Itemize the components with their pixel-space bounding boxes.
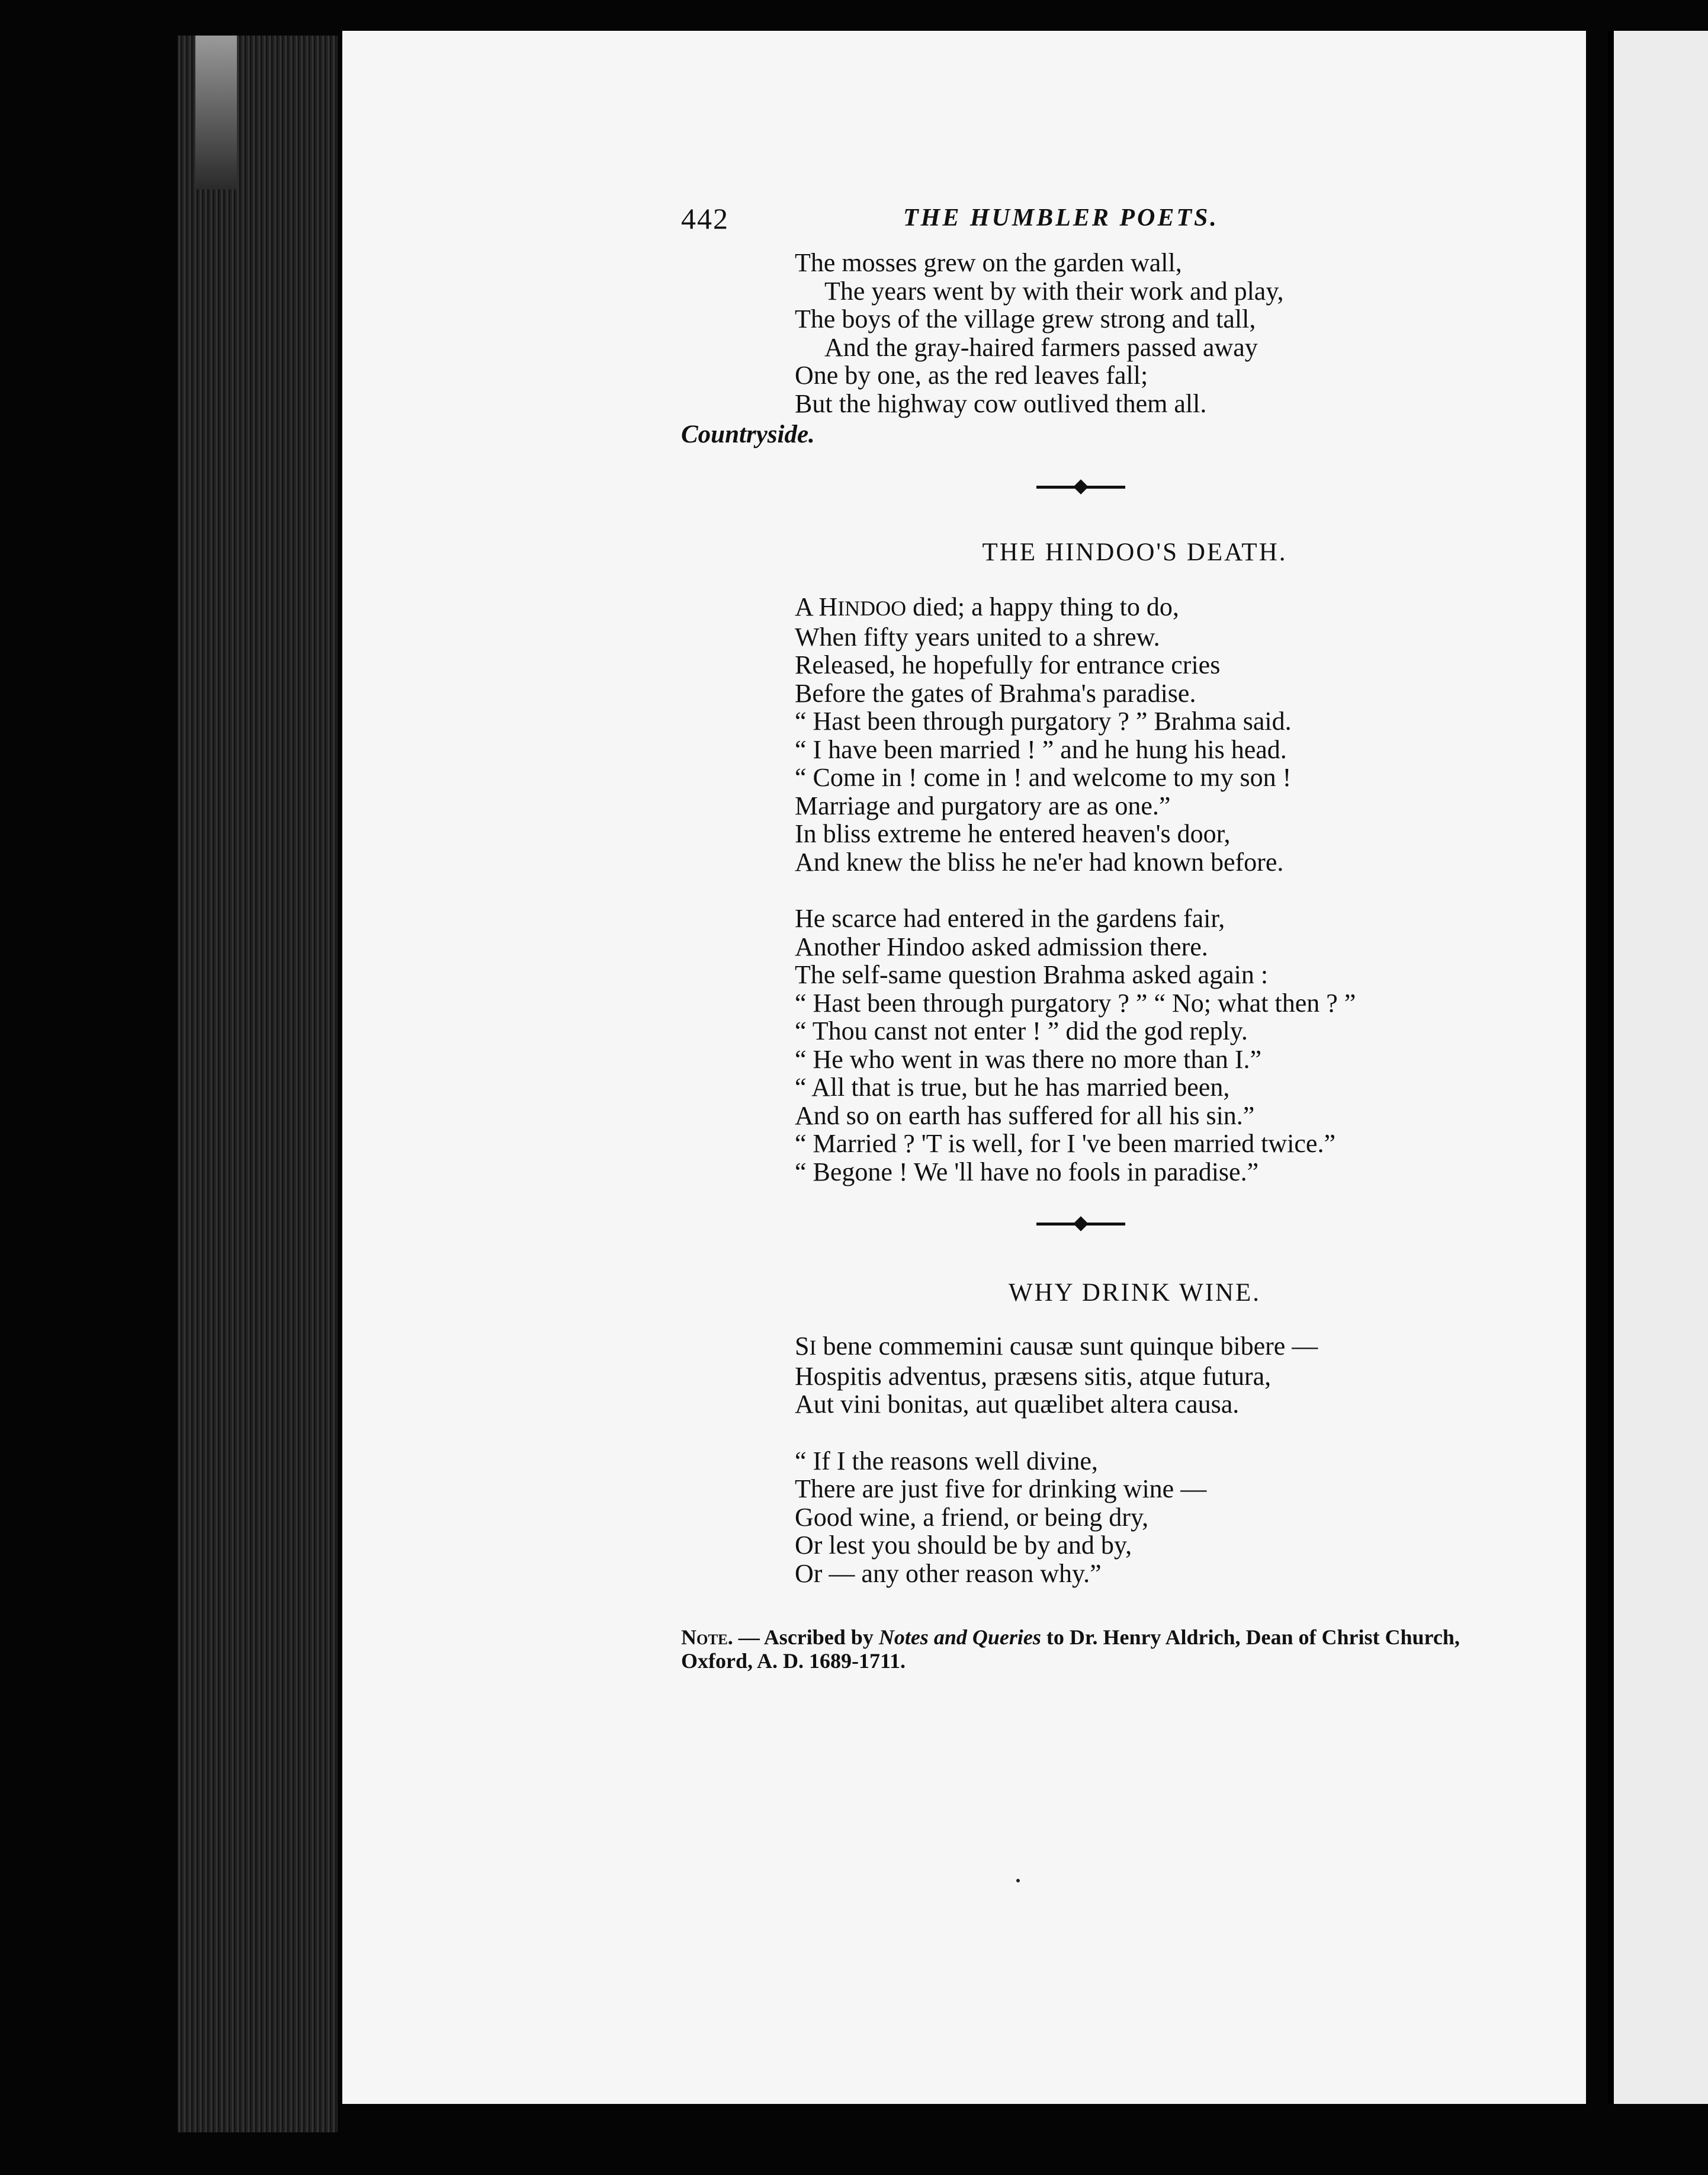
english-line: Good wine, a friend, or being dry, xyxy=(795,1502,1149,1532)
poem-line: And knew the bliss he ne'er had known before. xyxy=(795,847,1284,877)
drop-word-initial: A H xyxy=(795,592,838,621)
latin-initial: S xyxy=(795,1332,810,1361)
poem-line: The mosses grew on the garden wall, xyxy=(795,248,1182,277)
latin-first-line xyxy=(795,1332,1487,1362)
note-source-title: Notes and Queries xyxy=(878,1625,1041,1649)
latin-line: Aut vini bonitas, aut quælibet altera causa. xyxy=(795,1390,1240,1419)
note-rest: to Dr. Henry Aldrich, Dean of Christ Church, Oxford, A. D. 1689-1711. xyxy=(681,1625,1460,1673)
poem-line: The self-same question Brahma asked again : xyxy=(795,960,1269,989)
poem-line: Before the gates of Brahma's paradise. xyxy=(795,678,1196,708)
stanza-gap xyxy=(795,1419,1487,1447)
running-title: THE HUMBLER POETS. xyxy=(903,204,1219,232)
poem-line: Another Hindoo asked admission there. xyxy=(795,932,1208,961)
english-line: Or — any other reason why.” xyxy=(795,1558,1102,1588)
book-edge-left xyxy=(178,36,338,2132)
text-block xyxy=(681,195,1487,1673)
poem-line: “ Begone ! We 'll have no fools in paradise.” xyxy=(795,1157,1259,1186)
poem-line: “ Thou canst not enter ! ” did the god reply. xyxy=(795,1016,1248,1045)
poem-line: “ All that is true, but he has married been, xyxy=(795,1073,1230,1102)
poem-highway-cow-ending xyxy=(681,249,1487,418)
poem-title-why-drink-wine: WHY DRINK WINE. xyxy=(1009,1279,1261,1307)
poem-line: He scarce had entered in the gardens fair, xyxy=(795,904,1225,933)
ornament-diamond xyxy=(1073,479,1088,494)
poem-line: In bliss extreme he entered heaven's door, xyxy=(795,819,1231,848)
poem-line: And the gray-haired farmers passed away xyxy=(824,332,1258,362)
poem-line: But the highway cow outlived them all. xyxy=(795,389,1207,418)
poem-why-drink-wine xyxy=(681,1332,1487,1587)
footnote xyxy=(681,1625,1487,1673)
poem-line: Released, he hopefully for entrance cries xyxy=(795,650,1221,679)
drop-word-rest: INDOO xyxy=(837,596,907,620)
poem-line: And so on earth has suffered for all his sin.” xyxy=(795,1101,1255,1130)
english-line: “ If I the reasons well divine, xyxy=(795,1446,1098,1475)
page-number: 442 xyxy=(681,202,729,235)
latin-line: Hospitis adventus, præsens sitis, atque futura, xyxy=(795,1361,1272,1391)
poem-title-hindoos-death: THE HINDOO'S DEATH. xyxy=(982,538,1288,566)
poem-source: Countryside. xyxy=(681,421,815,448)
poem-line: The years went by with their work and play, xyxy=(824,276,1284,306)
poem-line: The boys of the village grew strong and tall, xyxy=(795,304,1256,333)
stanza-gap xyxy=(795,876,1487,904)
running-head xyxy=(681,195,1487,249)
poem-line: Marriage and purgatory are as one.” xyxy=(795,791,1171,820)
poem-line: When fifty years united to a shrew. xyxy=(795,622,1160,652)
poem-line: “ I have been married ! ” and he hung his head. xyxy=(795,734,1287,764)
latin-initial-small: I xyxy=(809,1336,817,1359)
ornament-diamond xyxy=(1073,1216,1088,1231)
poem-line: “ Hast been through purgatory ? ” Brahma said. xyxy=(795,707,1292,736)
poem-line: One by one, as the red leaves fall; xyxy=(795,361,1148,390)
note-label: Note. xyxy=(681,1625,733,1649)
poem-first-line xyxy=(795,593,1487,623)
ink-speck xyxy=(1016,1879,1020,1882)
note-dash-text: — Ascribed by xyxy=(733,1625,879,1649)
poem-line: “ Hast been through purgatory ? ” “ No; what then ? ” xyxy=(795,988,1356,1018)
poem-hindoos-death xyxy=(681,593,1487,1186)
first-line-rest: died; a happy thing to do, xyxy=(906,592,1179,621)
latin-first-line-rest: bene commemini causæ sunt quinque bibere — xyxy=(816,1332,1318,1361)
english-line: There are just five for drinking wine — xyxy=(795,1474,1207,1503)
poem-line: “ Come in ! come in ! and welcome to my son ! xyxy=(795,763,1292,792)
english-line: Or lest you should be by and by, xyxy=(795,1531,1132,1560)
section-ornament xyxy=(681,1212,1487,1236)
section-ornament xyxy=(681,475,1487,499)
next-page-edge xyxy=(1608,31,1708,2104)
book-edge-highlight xyxy=(195,36,237,190)
poem-line: “ He who went in was there no more than I.” xyxy=(795,1044,1262,1074)
poem-line: “ Married ? 'T is well, for I 've been married twice.” xyxy=(795,1129,1335,1158)
